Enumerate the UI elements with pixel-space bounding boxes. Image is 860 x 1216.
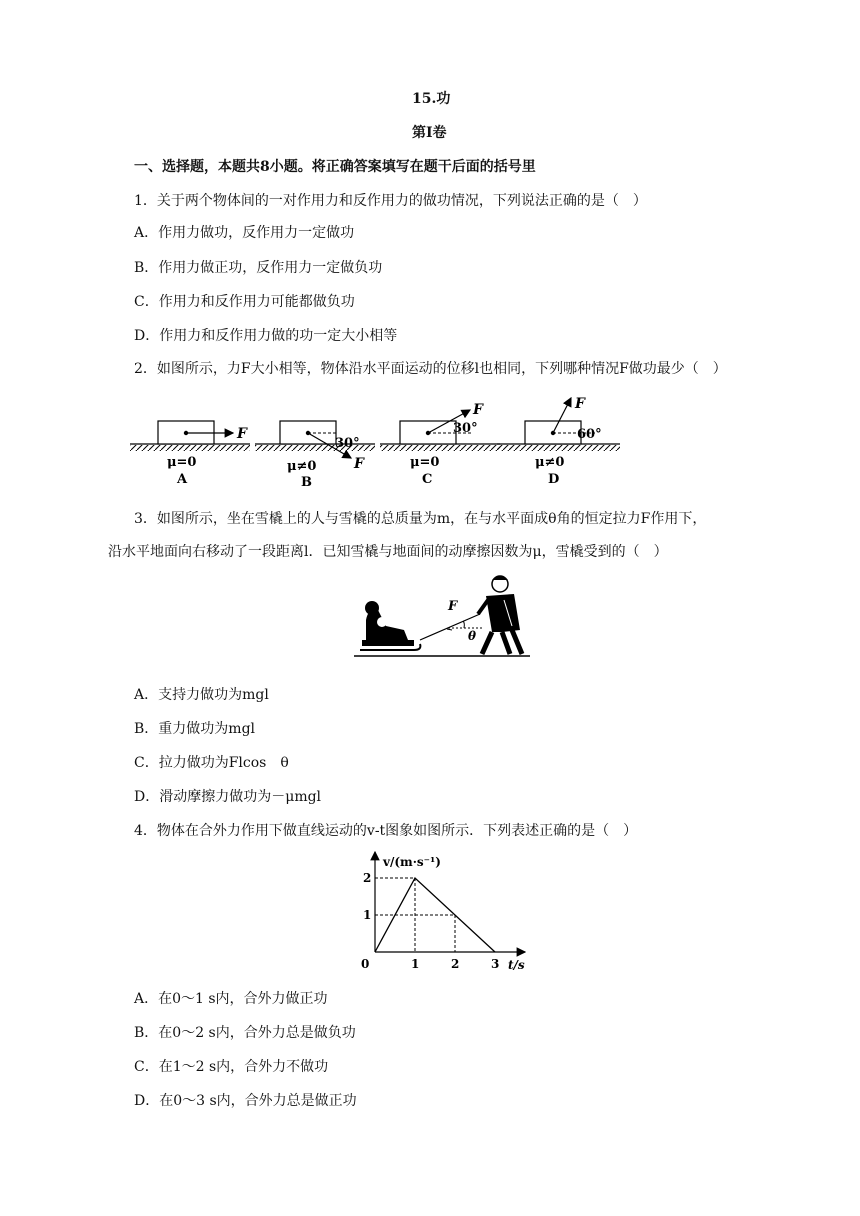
y-tick-label: 2 (363, 871, 372, 885)
q2-panel-d-angle: 60° (577, 427, 602, 442)
volume-label: 第Ⅰ卷 (412, 125, 447, 141)
q1-option-d: D．作用力和反作用力做的功一定大小相等 (134, 328, 398, 344)
x-tick-label: 3 (491, 957, 500, 971)
q1-option-c: C．作用力和反作用力可能都做负功 (134, 294, 355, 310)
q2-panel-d-force: F (575, 396, 585, 412)
q1-option-b: B．作用力做正功，反作用力一定做负功 (134, 260, 383, 276)
q2-panel-b (255, 421, 375, 486)
x-tick-label: 2 (451, 957, 460, 971)
q2-panel-c-force: F (473, 402, 483, 418)
q2-panel-b-angle: 30° (335, 436, 360, 451)
q2-panel-b-mu: μ≠0 (287, 459, 317, 474)
q2-panel-b-force: F (354, 456, 364, 472)
q2-panel-a-force: F (237, 426, 247, 442)
q2-panel-a-mu: μ=0 (167, 455, 197, 470)
q4-option-d: D．在0～3 s内，合外力总是做正功 (134, 1093, 357, 1109)
q2-panel-a-letter: A (177, 472, 188, 486)
q2-panel-c-letter: C (422, 472, 433, 486)
q2-panel-c-mu: μ=0 (410, 455, 440, 470)
q2-panel-a (130, 421, 250, 486)
q3-option-c: C．拉力做功为Flcos θ (134, 755, 289, 771)
q1-stem: 1．关于两个物体间的一对作用力和反作用力的做功情况，下列说法正确的是（ ） (134, 193, 647, 209)
x-tick-label: 0 (361, 957, 370, 971)
y-tick-label: 1 (363, 908, 372, 922)
q2-panel-c-angle: 30° (453, 421, 478, 436)
x-axis-label: t/s (508, 958, 525, 972)
q2-panel-b-letter: B (301, 475, 312, 486)
q4-option-c: C．在1～2 s内，合外力不做功 (134, 1059, 329, 1075)
q4-option-a: A．在0～1 s内，合外力做正功 (134, 991, 328, 1007)
x-tick-label: 1 (411, 957, 420, 971)
q4-option-b: B．在0～2 s内，合外力总是做负功 (134, 1025, 356, 1041)
q3-stem-line1: 3．如图所示，坐在雪橇上的人与雪橇的总质量为m，在与水平面成θ角的恒定拉力F作用下， (134, 511, 707, 527)
q3-option-a: A．支持力做功为mgl (134, 687, 269, 703)
q3-stem-line2: 沿水平地面向右移动了一段距离l．已知雪橇与地面间的动摩擦因数为μ，雪橇受到的（ ） (108, 544, 668, 560)
q3-angle-label: θ (468, 629, 477, 643)
q4-vt-chart (355, 848, 535, 978)
q1-option-a: A．作用力做功，反作用力一定做功 (134, 225, 355, 241)
q3-sled-figure (352, 570, 532, 666)
section-heading: 一、选择题，本题共8小题。将正确答案填写在题干后面的括号里 (134, 159, 536, 175)
q3-option-d: D．滑动摩擦力做功为－μmgl (134, 789, 322, 805)
q2-panel-d-letter: D (548, 472, 560, 486)
q3-force-label: F (448, 599, 458, 614)
q2-panel-d-mu: μ≠0 (535, 455, 565, 470)
q3-option-b: B．重力做功为mgl (134, 721, 256, 737)
q2-panel-d (497, 396, 620, 486)
q2-panel-c (380, 402, 500, 486)
doc-title: 15.功 (412, 91, 451, 107)
q2-stem: 2．如图所示，力F大小相等，物体沿水平面运动的位移l也相同，下列哪种情况F做功最少（ ） (134, 361, 727, 377)
q4-stem: 4．物体在合外力作用下做直线运动的v-t图象如图所示．下列表述正确的是（ ） (134, 823, 638, 839)
q2-figure (125, 396, 765, 486)
y-axis-label: v/(m·s⁻¹) (383, 855, 441, 869)
